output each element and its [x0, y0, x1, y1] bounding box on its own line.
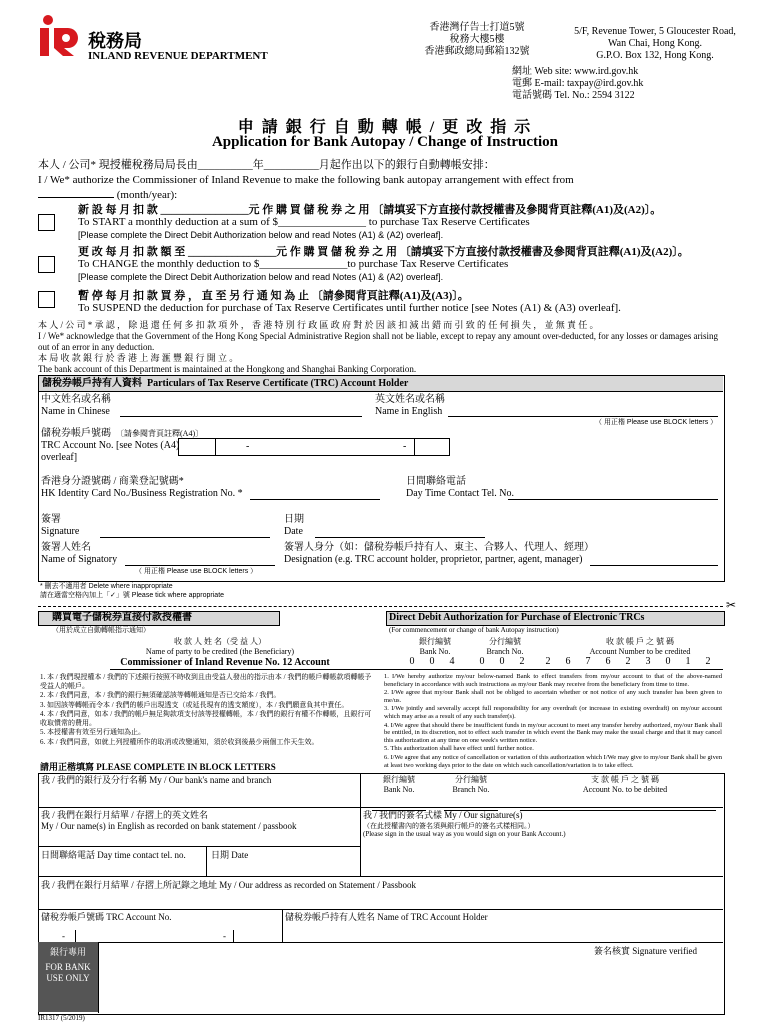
signature-verified-label: 簽名核實 Signature verified: [594, 946, 697, 956]
intro-en: I / We* authorize the Commissioner of Inland Revenue to make the following bank autopay arrangement with effect from: [38, 174, 574, 186]
intro-month-year: (month/year):: [38, 187, 177, 202]
ben-branch-digits: 0 0 2: [479, 656, 525, 667]
ben-bank-digits: 0 0 4: [409, 656, 455, 667]
address-cn: 香港灣仔告士打道5號 稅務大樓5樓 香港郵政總局郵箱132號: [424, 22, 530, 57]
trc-account-label: 儲稅券帳戶號碼 〔請參閱背頁註釋(A4)〕 TRC Account No. [see Notes (A4) overleaf]: [41, 428, 204, 463]
dda-heading-cn: 購買電子儲稅券直接付款授權書: [52, 612, 192, 623]
day-tel-label: 日間聯絡電話 Day Time Contact Tel. No.: [406, 476, 515, 499]
dda-sub-cn: （用於成立自動轉帳指示通知）: [52, 626, 150, 634]
ben-branch-no-label: 分行編號 Branch No.: [486, 637, 524, 656]
name-chinese-label: 中文姓名或名稱 Name in Chinese: [41, 394, 111, 417]
bank-use-only-box: 銀行專用 FOR BANK USE ONLY: [38, 942, 98, 1012]
hkid-label: 香港身分證號碼 / 商業登記號碼* HK Identity Card No./Business Registration No. *: [41, 476, 243, 499]
debit-account-label: 支 款 帳 戶 之 號 碼 Account No. to be debited: [582, 775, 668, 794]
designation-label: 簽署人身分（如：儲稅券帳戶持有人、東主、合夥人、代理人、經理） Designation (e.g. TRC account holder, proprietor, partner, agent, manager): [284, 542, 594, 565]
start-checkbox[interactable]: [38, 214, 55, 231]
debit-bank-no-label: 銀行編號 Bank No.: [383, 775, 415, 794]
terms-cn: 1. 本 / 我們現授權本 / 我們的下述銀行按照不時收到且由受益人發出的指示由本 / 我們的帳戶轉帳款項轉帳予受益人的帳戶。 2. 本 / 我們同意，本 / 我們的銀行無須確認該等轉帳通知是否已交給本 / 我們。 3. 如因該等轉帳而令本 / 我們的帳戶出現透支（或延長現有的透支額度），本 / 我們願意負其中責任。 4. 本 / 我們同意，如本 / 我們的帳戶無足夠款項支付該等授權轉帳，本 / 我們的銀行有權不作轉帳，且銀行可收取慣常的費用。 5. 本授權書有效至另行通知為止。 6. 本 / 我們同意，如就上列授權所作的取消或改變通知，須於收到後最少兩個工作天生效。: [40, 673, 372, 746]
intro-cn: 本人 / 公司* 現授權稅務局局長由__________年__________月起作出以下的銀行自動轉帳安排：: [38, 159, 495, 171]
dda-trc-holder-label: 儲稅券帳戶持有人姓名 Name of TRC Account Holder: [285, 912, 488, 922]
terms-en: 1. I/We hereby authorize my/our below-named Bank to effect transfers from my/our account to that of the above-named beneficiary in accordance with such instructions as my/our Bank may receive from the beneficiary from time to time. 2. I/We agree that my/our Bank shall not be obliged to ascertain whether or not notice of any such transfer has been given to me/us. 3. I/We jointly and severally accept full responsibility for any overdraft (or increase in existing overdraft) on my/our account which may arise as a result of any such transfer(s). 4. I/We agree that should there be insufficient funds in my/our account to meet any transfer hereby authorized, my/our Bank shall be entitled, in its discretion, not to effect such transfer in which event the Bank may make the usual charge and that it may cancel this authorization at any time on one week's written notice. 5. This authorization shall have effect until further notice. 6. I/We agree that any notice of cancellation or variation of this authorization which I/We may give to my/our Bank shall be given at least two working days prior to the date on which such cancellation/variation is to take effect.: [384, 673, 722, 769]
option-start: 新 設 每 月 扣 款 ________________元 作 購 買 儲 稅 券 之 用 〔請填妥下方直接付款授權書及參閱背頁註釋(A1)及(A2)〕。 To START a monthly deduction at a sum of $________________ to purchase Tax Reserve Certificates [Please complete the Direct Debit Authorization below and read Notes (A1) & (A2) overleaf].: [78, 204, 662, 240]
signature-field[interactable]: [100, 537, 270, 538]
title-cn: 申 請 銀 行 自 動 轉 帳 / 更 改 指 示: [237, 119, 533, 136]
date-label: 日期 Date: [284, 514, 304, 537]
day-tel-field[interactable]: [508, 499, 718, 500]
date-field[interactable]: [315, 537, 485, 538]
option-suspend: 暫 停 每 月 扣 款 買 券 ， 直 至 另 行 通 知 為 止 〔請參閱背頁註釋(A1)及(A3)〕。 To SUSPEND the deduction for purchase of Tax Reserve Certificates until further notice [see Notes (A1) & (A3) overleaf].: [78, 290, 621, 314]
designation-field[interactable]: [590, 565, 718, 566]
website: 網址 Web site: www.ird.gov.hk: [512, 66, 639, 77]
form-code: IR1317 (5/2019): [38, 1014, 85, 1022]
contact-info: [512, 66, 643, 102]
name-chinese-field[interactable]: [120, 416, 362, 417]
dept-name-cn: 稅務局: [88, 31, 142, 51]
block-letters-note: （ 用正楷 Please use BLOCK letters ）: [595, 419, 718, 426]
particulars-heading-text: 儲稅券帳戶持有人資料 Particulars of Tax Reserve Certificate (TRC) Account Holder: [42, 378, 409, 389]
trc-account-field[interactable]: - -: [178, 438, 450, 456]
month-year-field[interactable]: [38, 187, 114, 198]
dda-trc-no-field[interactable]: - -: [40, 930, 280, 942]
bank-name-field[interactable]: 我 / 我們的銀行及分行名稱 My / Our bank's name and branch: [41, 775, 272, 785]
beneficiary-name: Commissioner of Inland Revenue No. 12 Account: [120, 657, 330, 668]
ird-logo: [38, 14, 86, 58]
email: 電郵 E-mail: taxpay@ird.gov.hk: [512, 78, 644, 89]
dda-trc-no-label: 儲稅券帳戶號碼 TRC Account No.: [41, 912, 172, 922]
day-contact-tel-field[interactable]: 日間聯絡電話 Day time contact tel. no.: [41, 850, 186, 860]
change-checkbox[interactable]: [38, 256, 55, 273]
my-signature-label: 我 / 我們的簽名式樣 My / Our signature(s) （在此授權書內的簽名須與銀行帳戶的簽名式樣相同。） (Please sign in the usual way as you would sign on your Bank Account.): [363, 810, 566, 838]
dda-date-field[interactable]: 日期 Date: [211, 850, 249, 860]
signatory-field[interactable]: [125, 565, 275, 566]
english-name-label: 我 / 我們在銀行月結單 / 存摺上的英文姓名 My / Our name(s) in English as recorded on bank statement / passbook: [41, 810, 297, 831]
ben-account-digits: 2 6 7 6 2 3 0 1 2: [545, 656, 711, 667]
address-en: 5/F, Revenue Tower, 5 Gloucester Road, Wan Chai, Hong Kong. G.P.O. Box 132, Hong Kong.: [574, 26, 736, 61]
dda-heading-en: Direct Debit Authorization for Purchase of Electronic TRCs: [389, 612, 645, 623]
debit-branch-no-label: 分行編號 Branch No.: [452, 775, 490, 794]
address-field[interactable]: 我 / 我們在銀行月結單 / 存摺上所記錄之地址 My / Our address as recorded on Statement / Passbook: [41, 880, 416, 890]
dda-sub-en: (For commencement or change of bank Autopay instruction): [389, 626, 559, 634]
beneficiary-label: 收 款 人 姓 名（受 益 人） Name of party to be credited (the Beneficiary): [145, 637, 295, 656]
ben-account-label: 收 款 帳 戶 之 號 碼 Account Number to be credited: [589, 637, 691, 656]
dept-name-en: INLAND REVENUE DEPARTMENT: [88, 50, 268, 62]
suspend-checkbox[interactable]: [38, 291, 55, 308]
name-english-label: 英文姓名或名稱 Name in English: [375, 394, 445, 417]
hkid-field[interactable]: [250, 499, 380, 500]
block-letters-note-2: （ 用正楷 Please use BLOCK letters ）: [135, 568, 258, 575]
ben-bank-no-label: 銀行編號 Bank No.: [419, 637, 451, 656]
option-change: 更 改 每 月 扣 款 額 至 ________________元 作 購 買 儲 稅 券 之 用 〔請填妥下方直接付款授權書及參閱背頁註釋(A1)及(A2)〕。 To CHANGE the monthly deduction to $________________to purchase Tax Reserve Certificates [Please complete the Direct Debit Authorization below and read Notes (A1) & (A2) overleaf].: [78, 246, 689, 282]
name-english-field[interactable]: [448, 416, 718, 417]
signatory-label: 簽署人姓名 Name of Signatory: [41, 542, 118, 565]
cut-line: [38, 606, 723, 607]
acknowledgement: 本 人 / 公 司 * 承 認 ， 除 退 還 任 何 多 扣 款 項 外 ， 香 港 特 別 行 政 區 政 府 對 於 因 該 扣 減 出 錯 而 引 致 的 任 何 損 失 ， 並 無 責 任 。 I / We* acknowledge that the Government of the Hong Kong Special Administrative Region shall not be liable, except to repay any amount over-deducted, for any losses or damages arising out of an error in any deduction. 本 局 收 款 銀 行 於 香 港 上 海 滙 豐 銀 行 開 立 。 The bank account of this Department is maintained at the Hongkong and Shanghai Banking Corporation.: [38, 320, 718, 374]
ird-logo-icon: [38, 14, 86, 58]
footnotes: * 刪去不適用者 Delete where inappropriate 請在適當空格內加上「✓」號 Please tick where appropriate: [40, 583, 225, 599]
title-en: Application for Bank Autopay / Change of Instruction: [211, 134, 559, 150]
signature-label: 簽署 Signature: [41, 514, 80, 537]
block-capitals-instruction: 請用正楷填寫 PLEASE COMPLETE IN BLOCK LETTERS: [40, 762, 276, 772]
telephone: 電話號碼 Tel. No.: 2594 3122: [512, 90, 635, 101]
scissors-icon: ✂: [726, 598, 737, 612]
